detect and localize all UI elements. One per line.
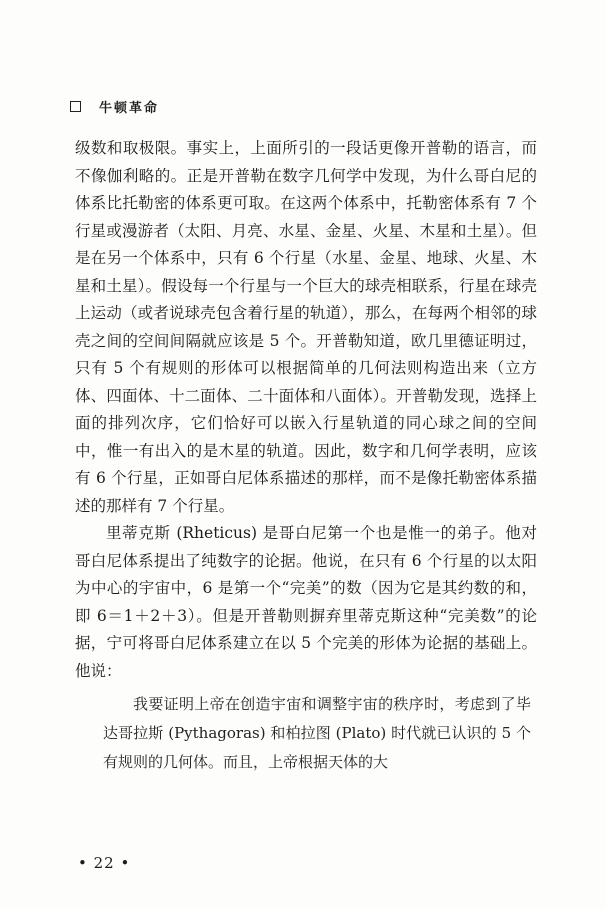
paragraph-continued: 级数和取极限。事实上，上面所引的一段话更像开普勒的语言，而不像伽利略的。正是开普勒在数字几何学中发现，为什么哥白尼的体系比托勒密的体系更可取。在这两个体系中，托勒密体系有 7 个行星或漫游者（太阳、月亮、水星、金星、火星、木星和土星）。但是在另一个体系中，只有 6 个行星（水星、金星、地球、火星、木星和土星）。假设每一个行星与一个巨大的球壳相联系，行星在球壳上运动（或者说球壳包含着行星的轨道），那么，在每两个相邻的球壳之间的空间间隔就应该是 5 个。开普勒知道，欧几里德证明过，只有 5 个有规则的形体可以根据简单的几何法则构造出来（立方体、四面体、十二面体、二十面体和八面体）。开普勒发现，选择上面的排列次序，它们恰好可以嵌入行星轨道的同心球之间的空间中，惟一有出入的是木星的轨道。因此，数字和几何学表明，应该有 6 个行星，正如哥白尼体系描述的那样，而不是像托勒密体系描述的那样有 7 个行星。 [75, 139, 537, 515]
body-text [75, 135, 537, 685]
running-header [70, 95, 159, 117]
page-number: • 22 • [78, 854, 131, 872]
block-quote: 我要证明上帝在创造宇宙和调整宇宙的秩序时，考虑到了毕达哥拉斯 (Pythagoras) 和柏拉图 (Plato) 时代就已认识的 5 个有规则的几何体。而且，上帝根据天体的大 [103, 695, 531, 771]
header-title: 牛顿革命 [99, 100, 160, 116]
paragraph: 里蒂克斯 (Rheticus) 是哥白尼第一个也是惟一的弟子。他对哥白尼体系提出了纯数字的论据。他说，在只有 6 个行星的以太阳为中心的宇宙中，6 是第一个“完美”的数（因为它是其约数的和，即 6＝1＋2＋3）。但是开普勒则摒弃里蒂克斯这种“完美数”的论据，宁可将哥白尼体系建立在以 5 个完美的形体为论据的基础上。他说： [75, 524, 537, 680]
square-icon [70, 101, 81, 112]
